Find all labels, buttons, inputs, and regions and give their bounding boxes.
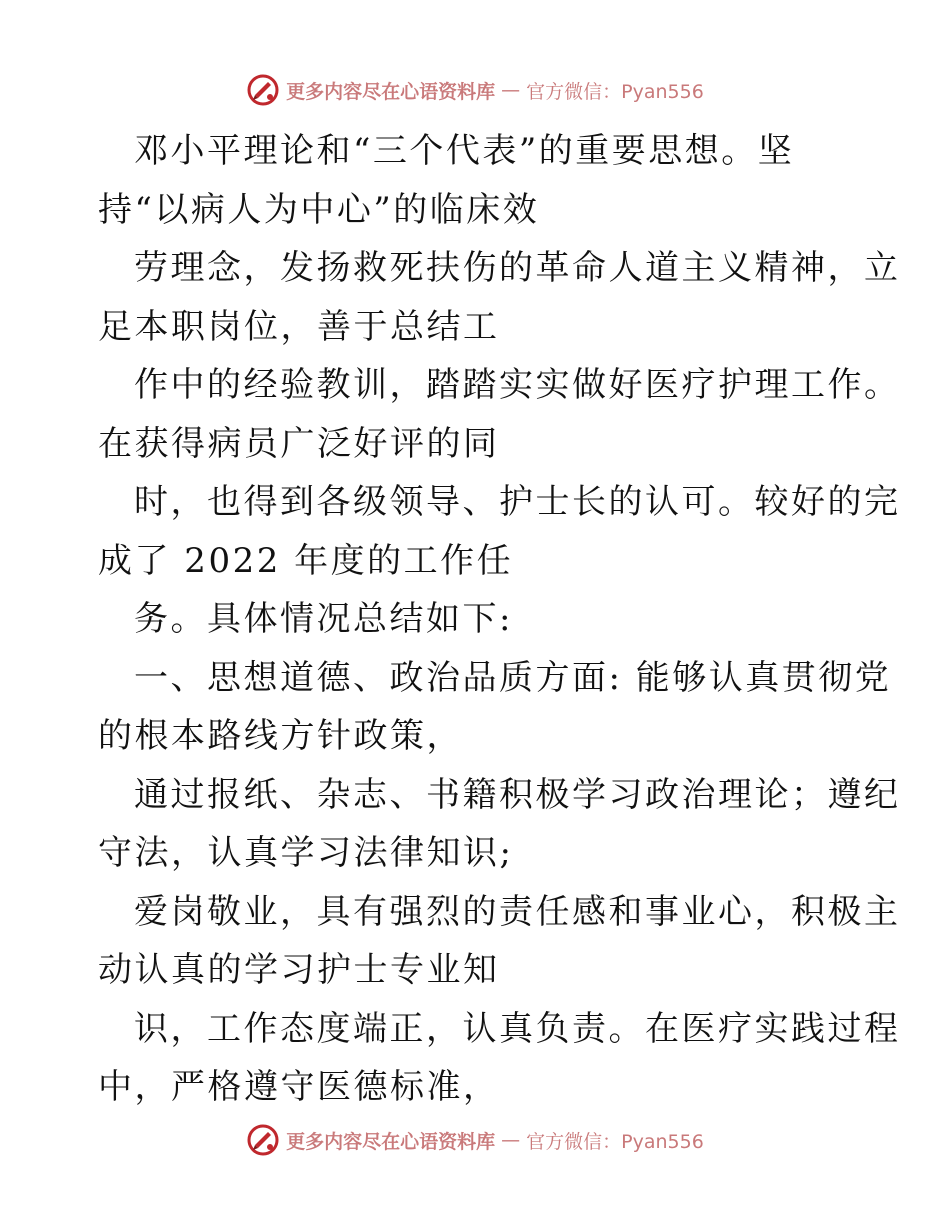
text-line: 爱岗敬业，具有强烈的责任感和事业心，积极主 [134,891,901,932]
body-text [98,122,901,1117]
text-line: 劳理念，发扬救死扶伤的革命人道主义精神，立 [134,248,901,288]
text-line: 守法，认真学习法律知识; [98,833,514,873]
logo-icon [246,1123,280,1157]
text-line: 务。具体情况总结如下: [134,599,513,639]
text-line: 的根本路线方针政策， [98,716,463,756]
text-line: 邓小平理论和“三个代表”的重要思想。坚 [134,131,795,171]
banner-dash: — [501,79,521,101]
banner-contact: 官方微信：Pyan556 [526,80,704,103]
logo-icon [246,73,280,107]
text-line: 时，也得到各级领导、护士长的认可。较好的完 [134,482,901,522]
footer-banner [0,1120,950,1160]
banner-dash: — [501,1129,521,1151]
banner-slogan: 更多内容尽在心语资料库 [286,80,496,103]
text-line: 足本职岗位，善于总结工 [98,306,500,347]
text-line: 一、思想道德、政治品质方面: 能够认真贯彻党 [134,657,892,698]
text-line: 识，工作态度端正，认真负责。在医疗实践过程 [134,1008,901,1049]
text-line: 中，严格遵守医德标准， [98,1067,500,1107]
text-line: 在获得病员广泛好评的同 [98,423,500,464]
text-line: 作中的经验教训，踏踏实实做好医疗护理工作。 [134,365,901,405]
text-line: 通过报纸、杂志、书籍积极学习政治理论；遵纪 [134,774,901,815]
banner-slogan: 更多内容尽在心语资料库 [286,1130,496,1153]
text-line: 持“以病人为中心”的临床效 [98,189,540,230]
header-banner [0,70,950,110]
banner-contact: 官方微信：Pyan556 [526,1130,704,1153]
text-line: 动认真的学习护士专业知 [98,950,500,990]
text-line: 成了 2022 年度的工作任 [98,540,514,581]
